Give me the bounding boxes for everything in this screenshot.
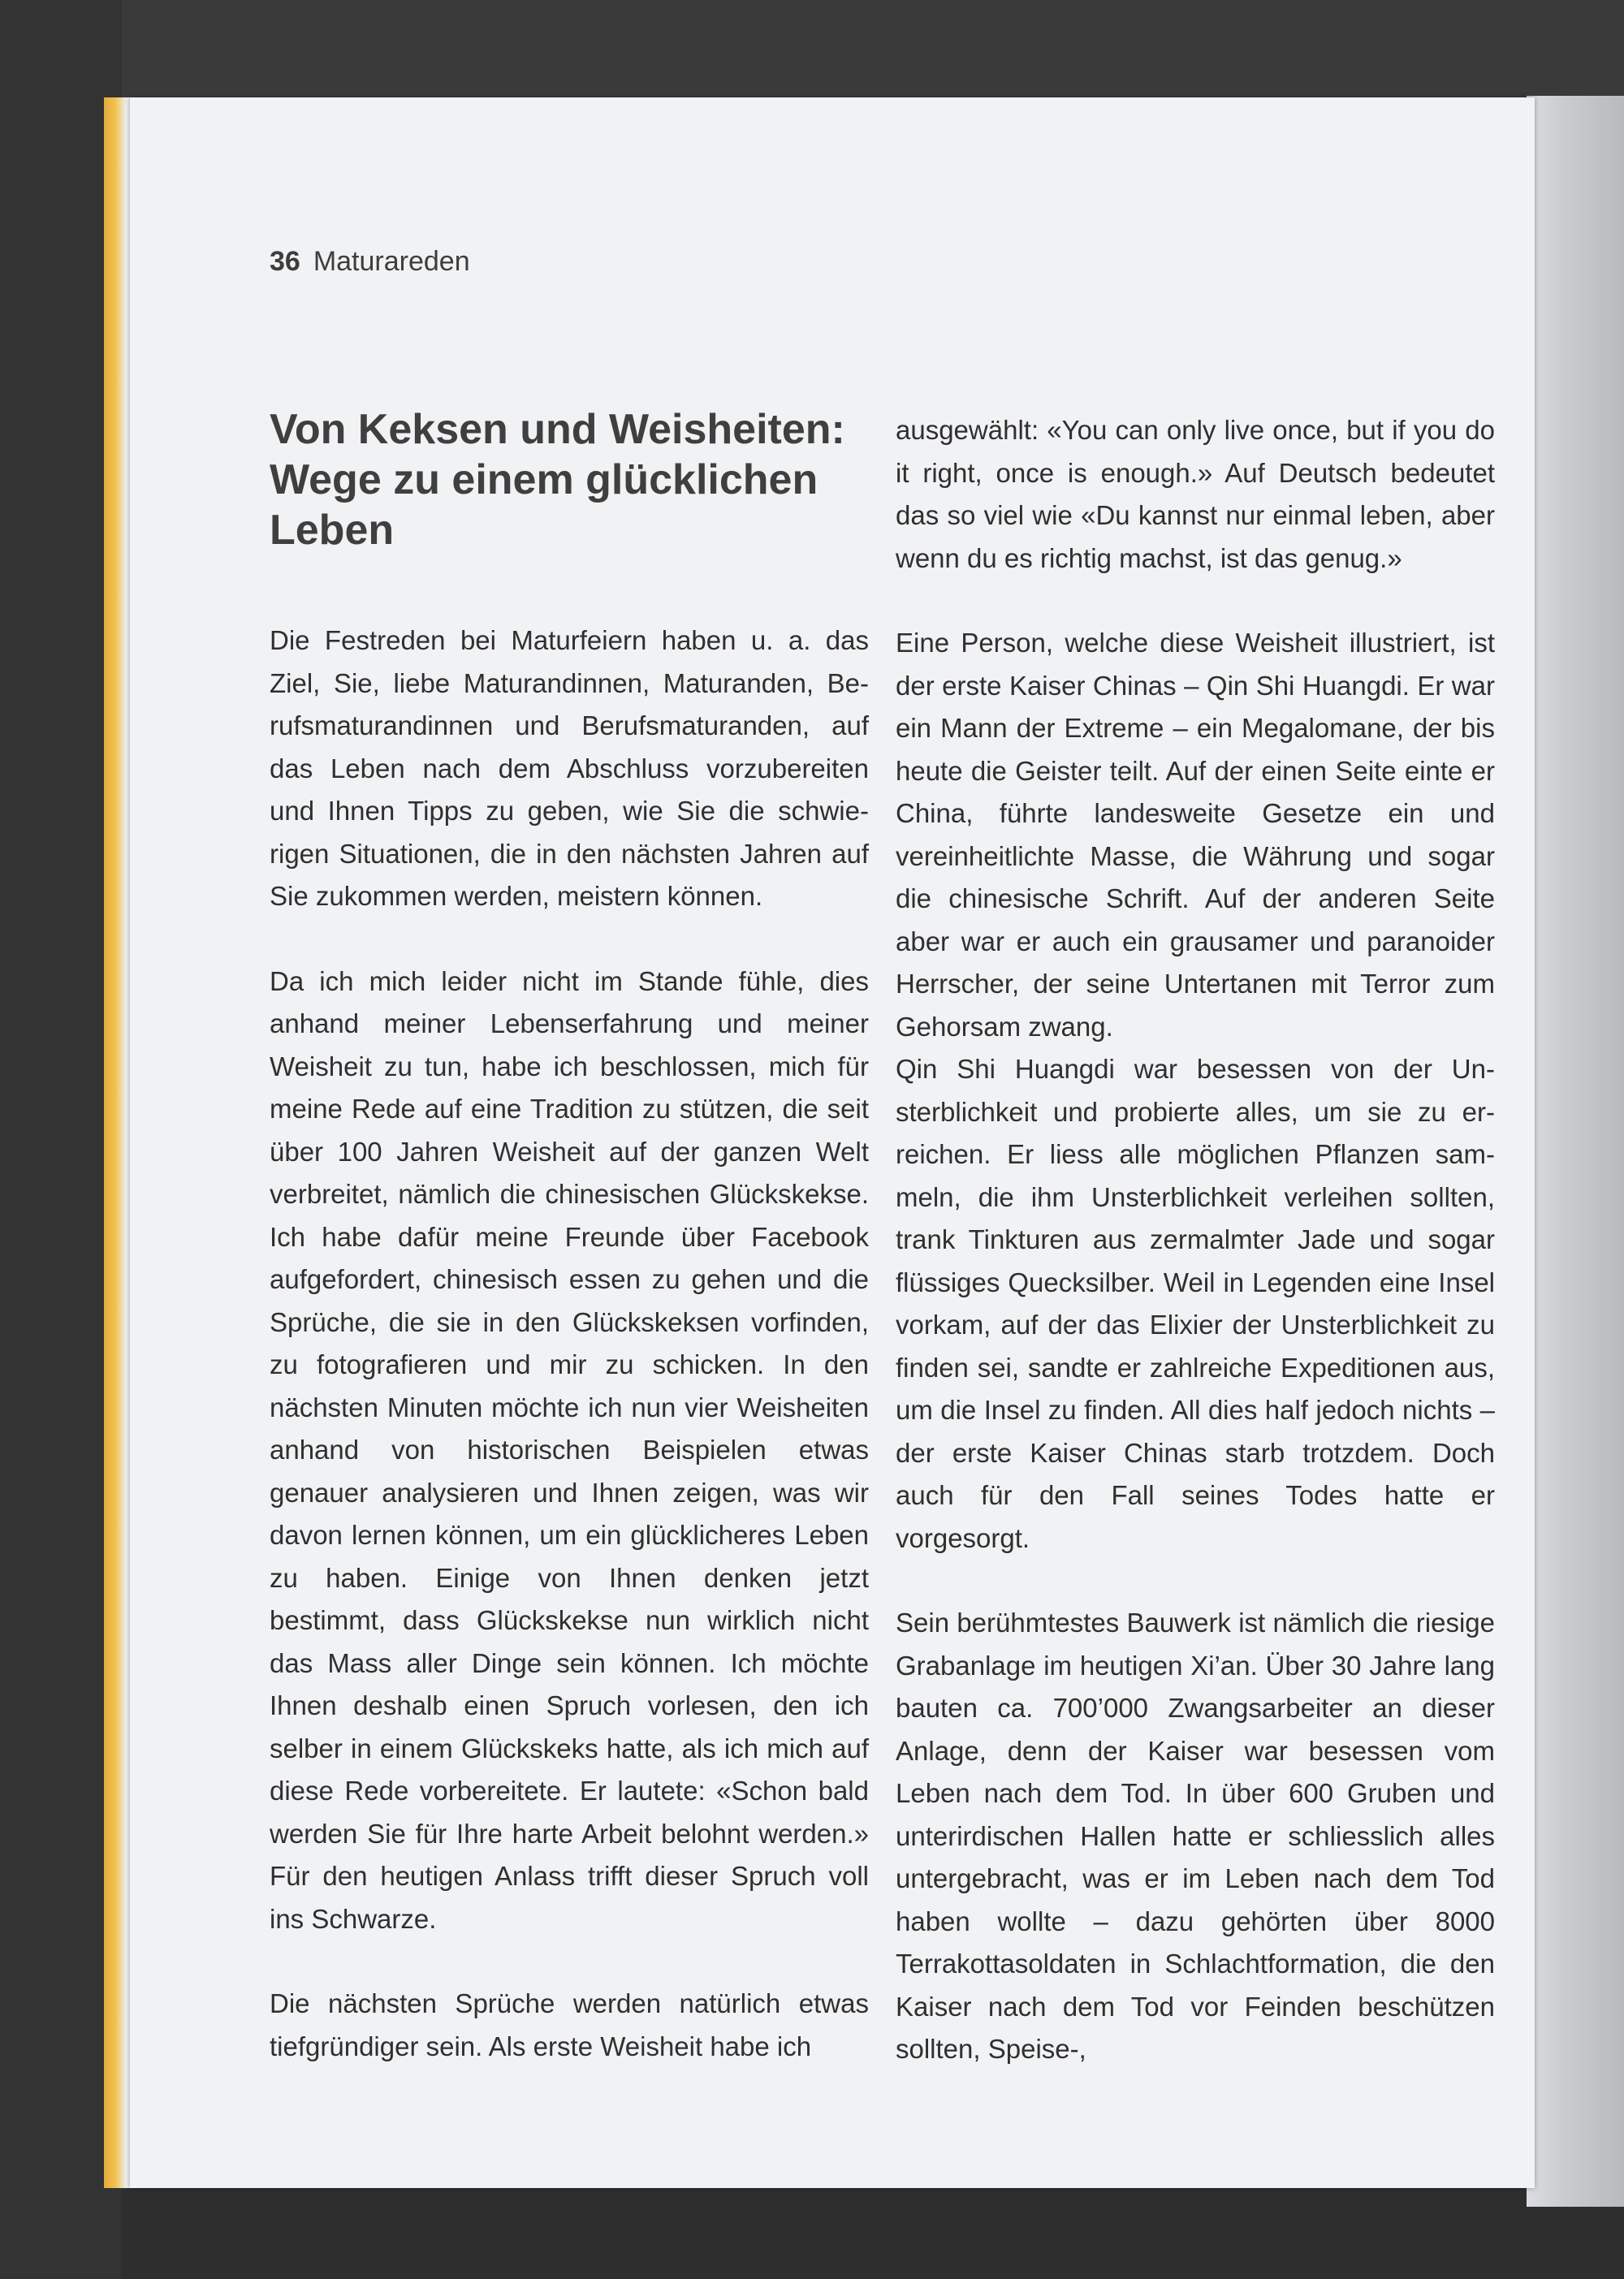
paragraph: Eine Person, welche diese Weisheit illustriert, ist der erste Kaiser Chinas – Qin Shi Huangdi. Er war ein Mann der Extreme – ein Megalomane, der bis heute die Geister teilt. Auf der einen Seite einte er China, führte landesweite Gesetze ein und vereinheitlichte Masse, die Währung und sogar die chinesische Schrift. Auf der anderen Seite aber war er auch ein grausamer und paranoider Herrscher, der seine Untertanen mit Terror zum Gehorsam zwang. [896, 628, 1495, 1042]
paragraph: ausgewählt: «You can only live once, but if you do it right, once is enough.» Auf Deutsch bedeutet das so viel wie «Du kannst nur einmal leben, aber wenn du es richtig machst, ist das genug.» [896, 415, 1495, 573]
paragraph: Die nächsten Sprüche werden natürlich etwas tiefgründiger sein. Als erste Weisheit habe ich [270, 1988, 869, 2061]
running-header [270, 242, 470, 281]
paragraph: Da ich mich leider nicht im Stande fühle, dies anhand meiner Lebenserfahrung und meiner Weisheit zu tun, habe ich beschlossen, mich für meine Rede auf eine Tradition zu stützen, die seit über 100 Jahren Weisheit auf der ganzen Welt verbreitet, nämlich die chinesischen Glückskekse. Ich habe dafür meine Freunde über Facebook aufgefordert, chinesisch essen zu gehen und die Sprüche, die sie in den Glückskeksen vorfinden, zu fotografieren und mir zu schicken. In den nächsten Minuten möchte ich nun vier Weisheiten anhand von historischen Beispielen etwas genauer analysieren und Ihnen zeigen, was wir davon lernen können, um ein glücklicheres Leben zu haben. Einige von Ihnen denken jetzt bestimmt, dass Glückskekse nun wirklich nicht das Mass aller Dinge sein können. Ich möchte Ihnen deshalb einen Spruch vorlesen, den ich selber in einem Glückskeks hatte, als ich mich auf diese Rede vorbereitete. Er lautete: «Schon bald werden Sie für Ihre harte Arbeit belohnt werden.» Für den heutigen Anlass trifft dieser Spruch voll ins Schwarze. [270, 965, 869, 1934]
paragraph: Die Festreden bei Maturfeiern haben u. a. das Ziel, Sie, liebe Maturandinnen, Maturanden, Berufsmaturandinnen und Berufsmaturanden, auf das Leben nach dem Abschluss vorzubereiten und Ihnen Tipps zu geben, wie Sie die schwierigen Situationen, die in den nächsten Jahren auf Sie zukommen werden, meistern können. [270, 625, 869, 911]
next-pages-edge [1527, 96, 1624, 2207]
paragraph: Qin Shi Huangdi war besessen von der Unsterblichkeit und probierte alles, um sie zu erreichen. Er liess alle möglichen Pflanzen sammeln, die ihm Unsterblichkeit verleihen sollten, trank Tinkturen aus zermalmter Jade und sogar flüssiges Quecksilber. Weil in Legenden eine Insel vorkam, auf der das Elixier der Unsterblichkeit zu finden sei, sandte er zahlreiche Expeditionen aus, um die Insel zu finden. All dies half jedoch nichts – der erste Kaiser Chinas starb trotzdem. Doch auch für den Fall seines Todes hatte er vorgesorgt. [896, 1054, 1495, 1553]
article-title: Von Keksen und Weisheiten: Wege zu einem glücklichen Leben [270, 406, 845, 554]
text-column-right [896, 409, 1495, 2071]
paragraph: Sein berühmtestes Bauwerk ist nämlich die riesige Grabanlage im heutigen Xi’an. Über 30 Jahre lang bauten ca. 700’000 Zwangsarbeiter an dieser Anlage, denn der Kaiser war besessen vom Leben nach dem Tod. In über 600 Gruben und unterirdischen Hallen hatte er schliesslich alles untergebracht, was er im Leben nach dem Tod haben wollte – dazu gehörten über 8000 Terrakottasoldaten in Schlachtformation, die den Kaiser nach dem Tod vor Feinden beschützen sollten, Speise-, [896, 1608, 1495, 2064]
running-title: Maturareden [313, 246, 470, 277]
page-number: 36 [270, 246, 300, 277]
text-column-left [270, 619, 869, 2068]
scan-background-top [0, 0, 1624, 101]
